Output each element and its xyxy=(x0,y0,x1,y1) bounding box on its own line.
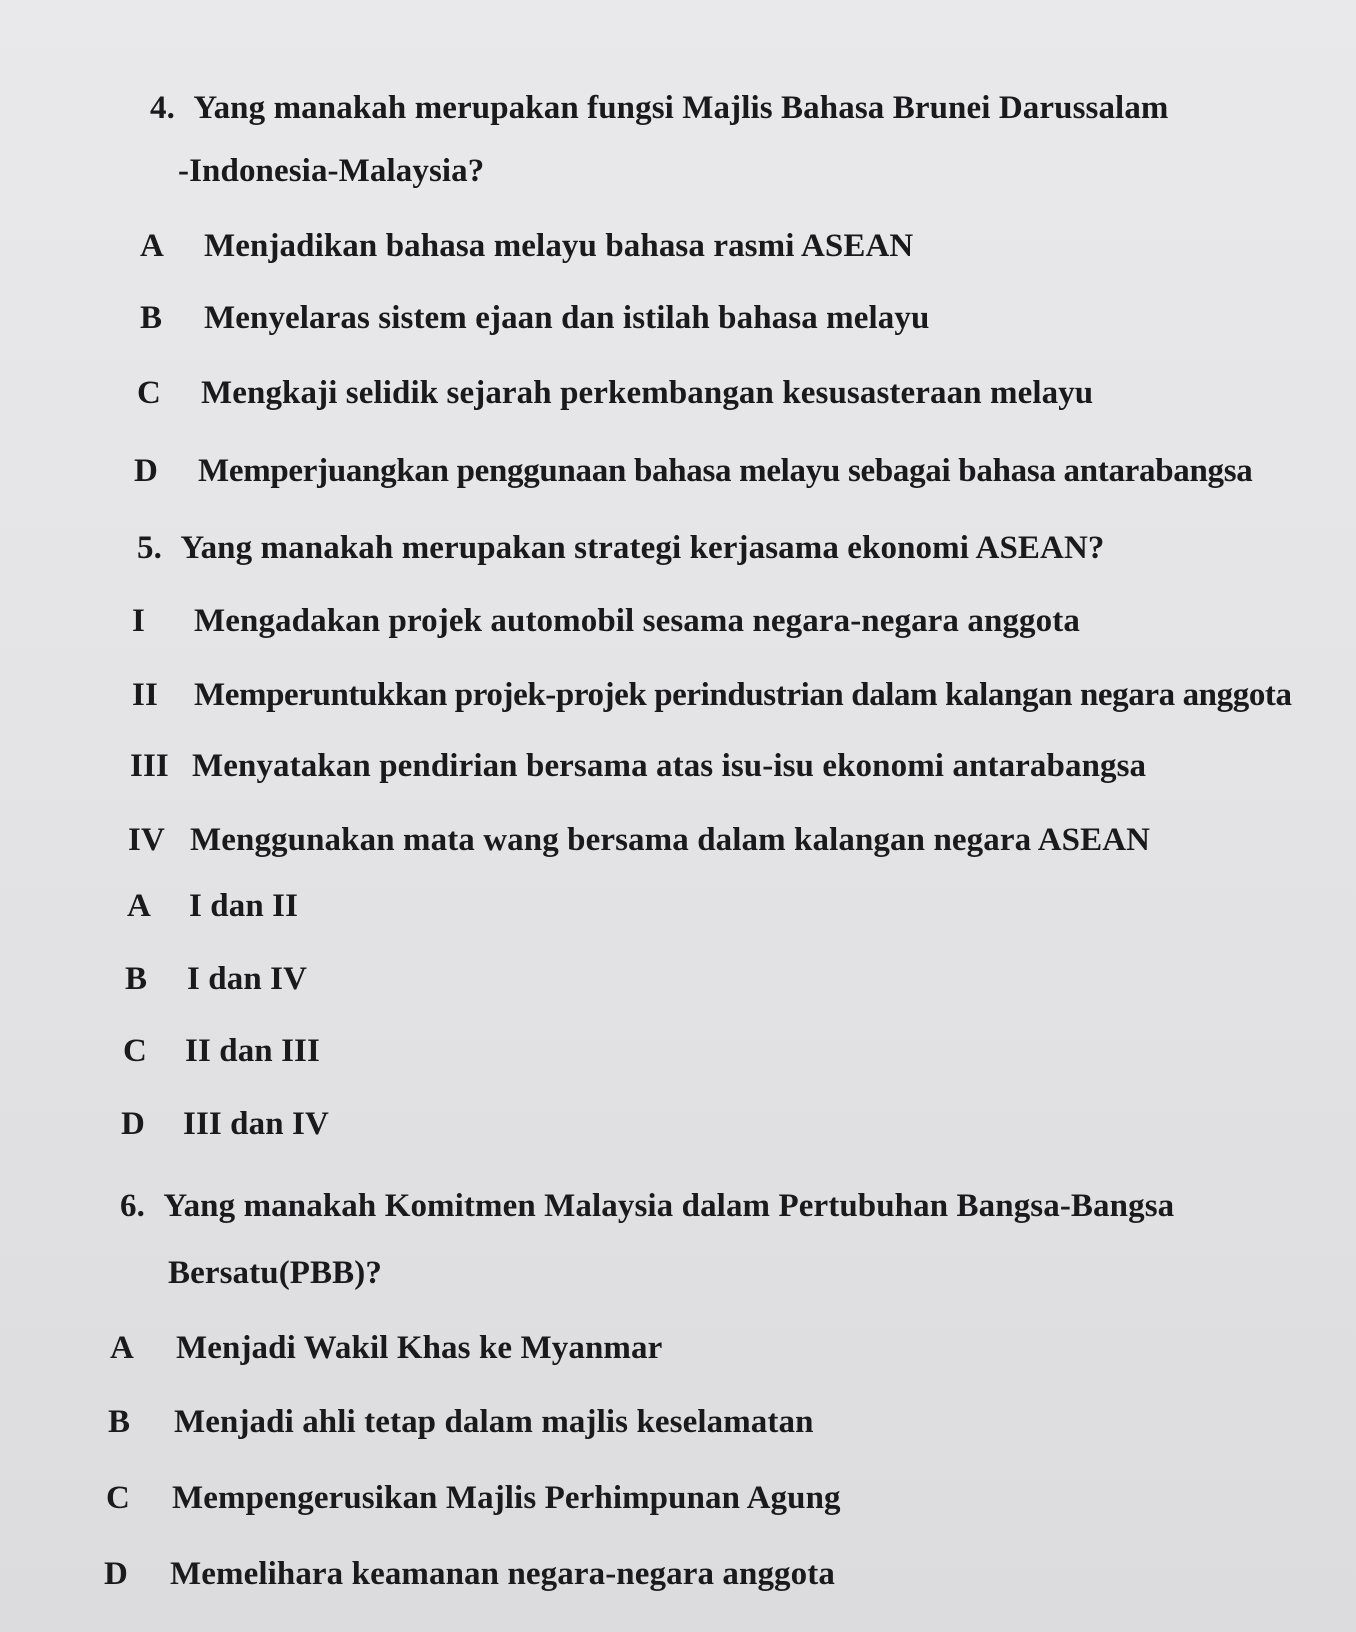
question-6-line1 xyxy=(120,1188,1174,1225)
option-letter: B xyxy=(108,1404,131,1440)
option-text: II dan III xyxy=(185,1033,320,1069)
statement-text: Menggunakan mata wang bersama dalam kalangan negara ASEAN xyxy=(190,822,1151,858)
question-5-line1 xyxy=(137,530,1104,567)
question-5-statement-iii xyxy=(130,748,1230,788)
statement-text: Mengadakan projek automobil sesama negara-negara anggota xyxy=(194,603,1080,639)
show-through-text xyxy=(210,2,219,39)
option-text: Menyelaras sistem ejaan dan istilah bahasa melayu xyxy=(204,300,930,336)
option-text: Memperjuangkan penggunaan bahasa melayu sebagai bahasa antarabangsa xyxy=(198,453,1253,489)
question-5-statement-iv xyxy=(128,822,1228,862)
option-letter: C xyxy=(123,1033,147,1069)
question-6-option-b[interactable] xyxy=(108,1404,1008,1444)
question-4-line1 xyxy=(150,90,1169,127)
question-4-text-cont: -Indonesia-Malaysia? xyxy=(178,153,485,189)
option-letter: D xyxy=(121,1106,145,1142)
option-text: Mengkaji selidik sejarah perkembangan kesusasteraan melayu xyxy=(201,375,1094,411)
option-letter: C xyxy=(106,1480,130,1516)
question-6-option-a[interactable] xyxy=(110,1330,910,1370)
statement-numeral: III xyxy=(130,748,169,784)
option-letter: A xyxy=(127,888,151,924)
option-letter: B xyxy=(125,961,148,997)
question-5-option-b[interactable] xyxy=(125,961,525,1001)
question-4-option-d[interactable] xyxy=(134,453,1314,493)
question-4-line2 xyxy=(178,153,484,190)
option-letter: D xyxy=(134,453,158,489)
statement-numeral: II xyxy=(132,677,158,713)
question-5-number: 5. xyxy=(137,530,162,566)
statement-text: Menyatakan pendirian bersama atas isu-isu ekonomi antarabangsa xyxy=(192,748,1147,784)
question-5-option-a[interactable] xyxy=(127,888,527,928)
option-text: I dan II xyxy=(189,888,299,924)
statement-numeral: I xyxy=(132,603,145,639)
question-4-number: 4. xyxy=(150,90,175,126)
question-5-statement-i xyxy=(132,603,1232,643)
question-6-option-d[interactable] xyxy=(104,1556,1004,1596)
statement-numeral: IV xyxy=(128,822,165,858)
question-6-text: Yang manakah Komitmen Malaysia dalam Pertubuhan Bangsa-Bangsa xyxy=(163,1188,1175,1224)
option-text: Menjadi ahli tetap dalam majlis keselamatan xyxy=(174,1404,814,1440)
option-text: Memelihara keamanan negara-negara anggota xyxy=(170,1556,835,1592)
option-text: Menjadikan bahasa melayu bahasa rasmi ASEAN xyxy=(204,228,914,264)
question-4-option-b[interactable] xyxy=(140,300,1140,340)
option-text: Menjadi Wakil Khas ke Myanmar xyxy=(176,1330,663,1366)
question-5-statement-ii xyxy=(132,677,1332,717)
option-text: III dan IV xyxy=(183,1106,329,1142)
question-4-text: Yang manakah merupakan fungsi Majlis Bahasa Brunei Darussalam xyxy=(193,90,1169,126)
option-letter: D xyxy=(104,1556,128,1592)
question-4-option-c[interactable] xyxy=(137,375,1137,415)
question-6-option-c[interactable] xyxy=(106,1480,1006,1520)
option-letter: B xyxy=(140,300,163,336)
option-letter: C xyxy=(137,375,161,411)
question-6-text-cont: Bersatu(PBB)? xyxy=(168,1255,382,1291)
option-text: I dan IV xyxy=(187,961,308,997)
question-4-option-a[interactable] xyxy=(140,228,1140,268)
question-6-number: 6. xyxy=(120,1188,145,1224)
question-5-text: Yang manakah merupakan strategi kerjasama ekonomi ASEAN? xyxy=(180,530,1105,566)
question-6-line2 xyxy=(168,1255,382,1292)
option-text: Mempengerusikan Majlis Perhimpunan Agung xyxy=(172,1480,841,1516)
statement-text: Memperuntukkan projek-projek perindustrian dalam kalangan negara anggota xyxy=(194,677,1292,713)
option-letter: A xyxy=(110,1330,134,1366)
question-5-option-d[interactable] xyxy=(121,1106,521,1146)
option-letter: A xyxy=(140,228,164,264)
question-5-option-c[interactable] xyxy=(123,1033,523,1073)
